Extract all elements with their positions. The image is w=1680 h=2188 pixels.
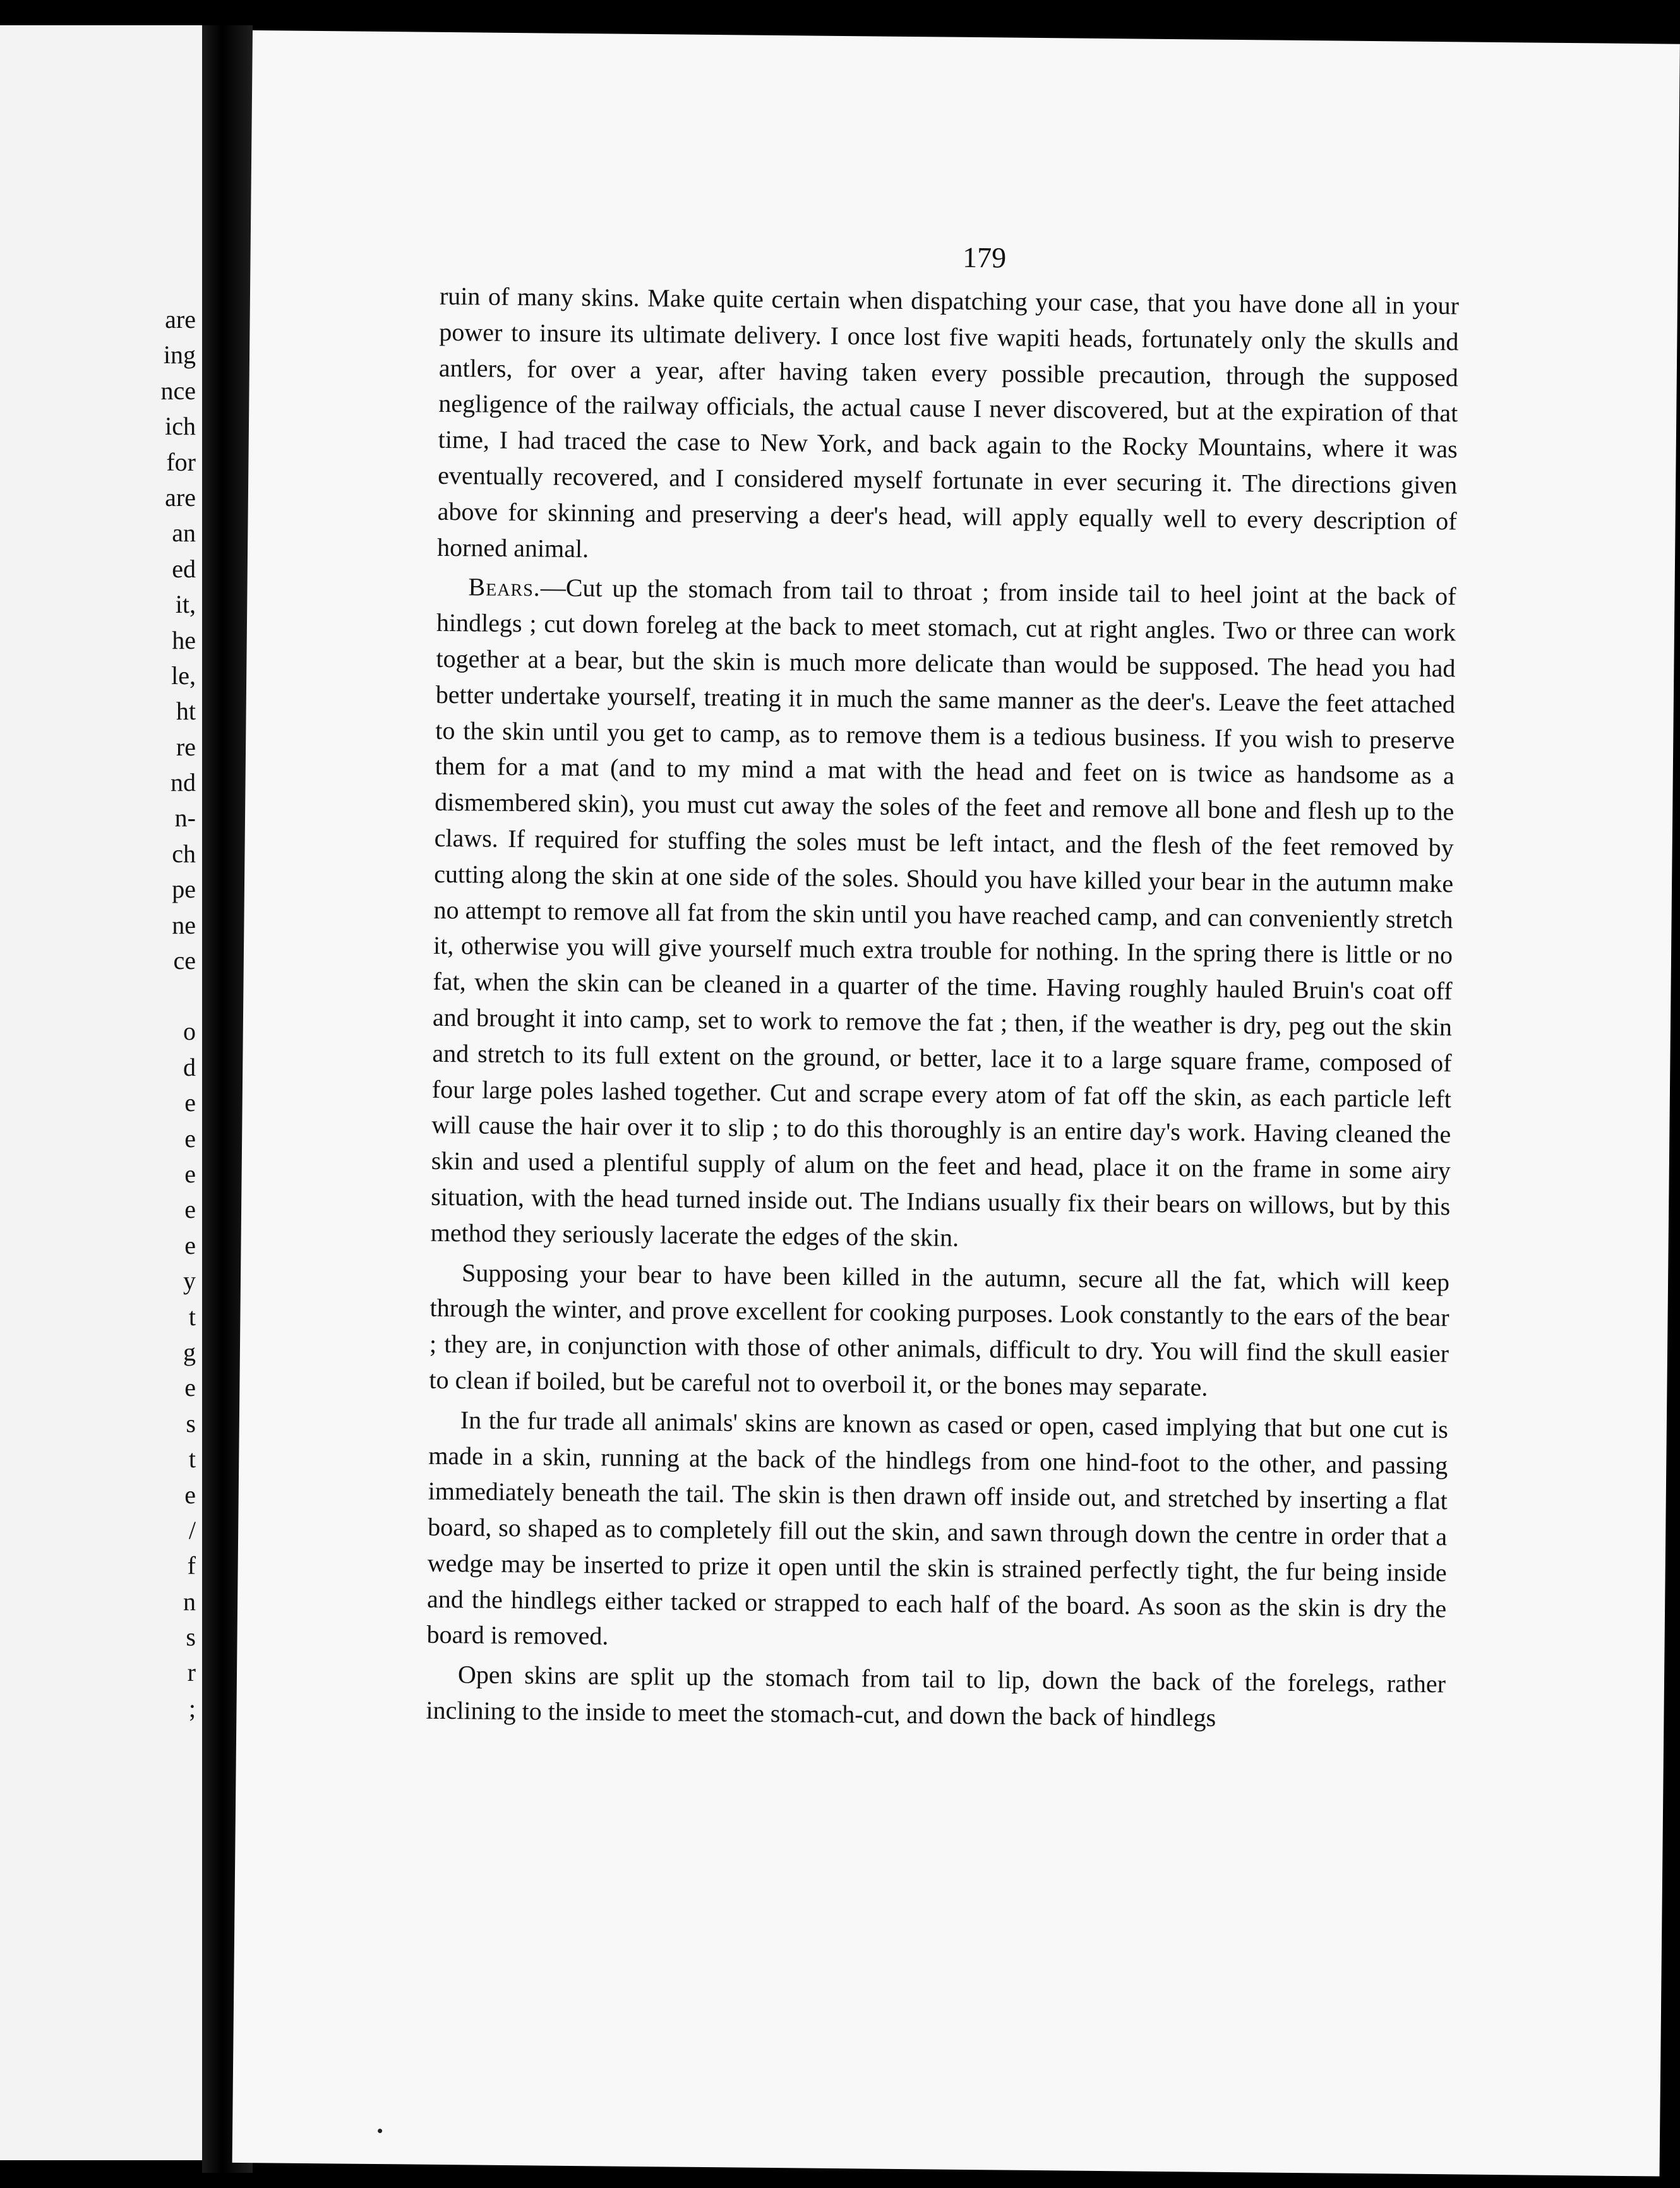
facing-page-fragment-line: r [187, 1658, 196, 1687]
facing-page-fragment-line: are [165, 305, 196, 334]
facing-page-fragment-line: y [183, 1266, 196, 1295]
paragraph-4-text: In the fur trade all animals' skins are known as cased or open, cased implying that but one cut is made in a skin, running at the back of the hindlegs from one hind-foot to the other, and passing immediately beneath the tail. The skin is then drawn off inside out, and stretched by inserting a flat board, so shaped as to completely fill out the skin, and sawn through down the centre in order that a wedge may be inserted to prize it open until the skin is strained perfectly tight, the fur being inside and the hindlegs either tacked or strapped to each half of the board. As soon as the skin is dry the board is removed. [426, 1405, 1449, 1651]
ink-speck [378, 2129, 382, 2133]
facing-page-fragment-line: nce [160, 376, 196, 405]
facing-page-fragment-line: e [184, 1373, 196, 1402]
facing-page-fragment-line: t [188, 1445, 196, 1474]
facing-page-fragment-line: f [187, 1551, 196, 1580]
facing-page-fragment [0, 25, 202, 2160]
paragraph-3 [429, 1254, 1449, 1408]
facing-page-fragment-line: s [186, 1623, 196, 1652]
facing-page-fragment-line: e [184, 1230, 196, 1259]
facing-page-fragment-line: s [186, 1409, 196, 1438]
facing-page-fragment-line: he [172, 625, 196, 654]
paragraph-1-text: ruin of many skins. Make quite certain when dispatching your case, that you have done all in your power to insure its ultimate delivery. I once lost five wapiti heads, fortunately only the skulls and antlers, for over a year, after having taken every possible precaution, through the supposed negligence of the railway officials, the actual cause I never discovered, but at the expiration of that time, I had traced the case to New York, and back again to the Rocky Mountains, where it was eventually recovered, and I considered myself fortunate in ever securing it. The directions given above for skinning and preserving a deer's head, will apply equally well to every description of horned animal. [436, 281, 1460, 563]
facing-page-fragment-line: for [166, 447, 196, 476]
facing-page-fragment-line: ing [163, 340, 196, 370]
facing-page-fragment-line: ce [173, 946, 196, 975]
facing-page-fragment-line: are [165, 483, 196, 512]
facing-page-fragment-line: e [184, 1088, 196, 1117]
facing-page-fragment-line: n [183, 1587, 196, 1616]
facing-page-fragment-line: n- [174, 803, 196, 833]
facing-page-fragment-line: e [184, 1159, 196, 1188]
facing-page-fragment-line: e [184, 1195, 196, 1224]
paragraph-bears-text: —Cut up the stomach from tail to throat ; from inside tail to heel joint at the back of hindlegs ; cut down foreleg at the back to meet stomach, cut at right angles. Two or three can work together at a bear, but the skin is much more delicate than would be supposed. The head you had better undertake yourself, treating it in much the same manner as the deer's. Leave the feet attached to the skin until you get to camp, as to remove them is a tedious business. If you wish to preserve them for a mat (and to my mind a mat with the head and feet on is twice as handsome as a dismembered skin), you must cut away the soles of the feet and remove all bone and flesh up to the claws. If required for stuffing the soles must be left intact, and the flesh of the feet removed by cutting along the skin at one side of the soles. Should you have killed your bear in the autumn make no attempt to remove all fat from the skin until you have reached camp, and can conveniently stretch it, otherwise you will give yourself much extra trouble for nothing. In the spring there is little or no fat, when the skin can be cleaned in a quarter of the time. Having roughly hauled Bruin's coat off and brought it into camp, set to work to remove the fat ; then, if the weather is dry, peg out the skin and stretch to its full extent on the ground, or better, lace it to a large square frame, composed of four large poles lashed together. Cut and scrape every atom of fat off the skin, as each particle left will cause the hair over it to slip ; to do this thoroughly is an entire day's work. Having cleaned the skin and used a plentiful supply of alum on the feet and head, place it on the frame in some airy situation, with the head turned inside out. The Indians usually fix their bears on willows, but by this method they seriously lacerate the edges of the skin. [430, 573, 1456, 1252]
paragraph-bears [430, 569, 1456, 1261]
facing-page-fragment-line: d [183, 1052, 196, 1081]
book-page [232, 30, 1680, 2177]
page-number: 179 [962, 241, 1007, 274]
facing-page-fragment-line: le, [171, 661, 196, 690]
section-heading-bears: Bears. [468, 572, 541, 602]
facing-page-fragment-line: nd [171, 768, 196, 797]
paragraph-1 [437, 279, 1459, 575]
paragraph-3-text: Supposing your bear to have been killed in the autumn, secure all the fat, which will keep through the winter, and prove excellent for cooking purposes. Look constantly to the ears of the bear ; they are, in conjunction with those of other animals, difficult to dry. You will find the skull easier to clean if boiled, but be careful not to overboil it, or the bones may separate. [429, 1258, 1450, 1402]
facing-page-fragment-line: e [184, 1480, 196, 1509]
facing-page-fragment-line: it, [175, 590, 196, 619]
paragraph-5-text: Open skins are split up the stomach from tail to lip, down the back of the forelegs, rather inclining to the inside to meet the stomach-cut, and down the back of hindlegs [426, 1660, 1446, 1732]
facing-page-fragment-line: ht [176, 697, 196, 726]
facing-page-fragment-line: ne [172, 910, 196, 939]
facing-page-fragment-line: / [188, 1515, 196, 1544]
facing-page-fragment-line: ed [172, 554, 196, 583]
facing-page-fragment-line: t [188, 1302, 196, 1331]
facing-page-fragment-line: o [183, 1017, 196, 1046]
page-body-text [426, 279, 1459, 1742]
facing-page-fragment-line: ch [172, 839, 196, 868]
paragraph-4 [426, 1402, 1448, 1662]
facing-page-fragment-line: ich [165, 412, 196, 441]
facing-page-fragment-line: pe [172, 875, 196, 904]
facing-page-fragment-line: e [184, 1124, 196, 1153]
facing-page-text-fragments [0, 302, 202, 1726]
facing-page-fragment-line: an [172, 519, 196, 548]
facing-page-fragment-line: ; [188, 1693, 196, 1722]
facing-page-fragment-line: g [183, 1337, 196, 1366]
facing-page-fragment-line: re [176, 732, 196, 761]
facing-page-fragment-line [0, 978, 202, 1014]
paragraph-5 [426, 1657, 1446, 1738]
